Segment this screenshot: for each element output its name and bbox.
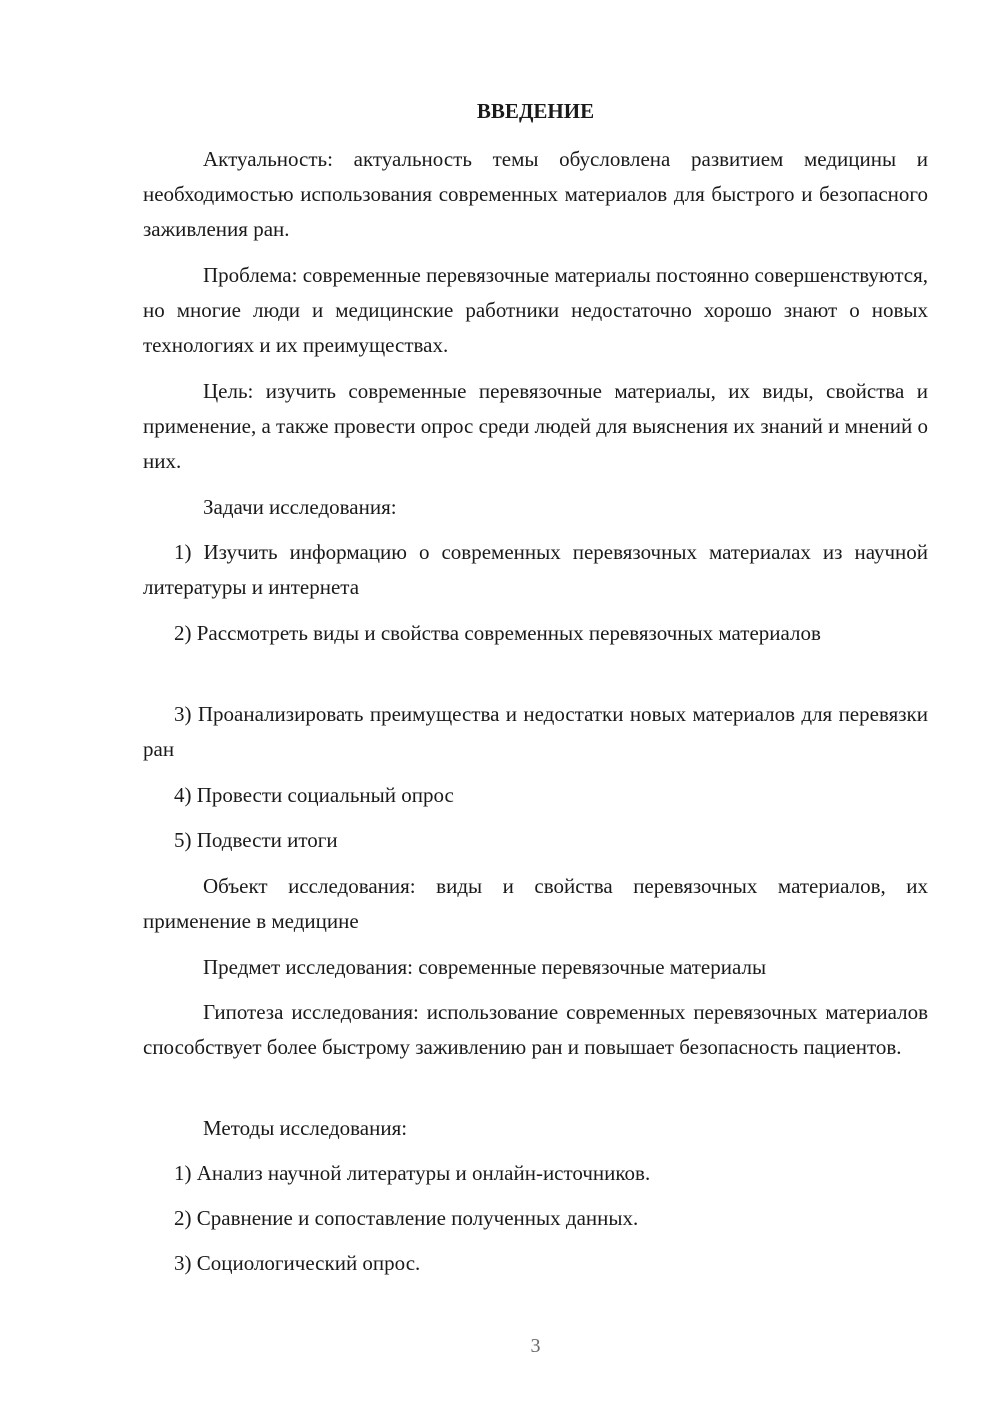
problem-paragraph: Проблема: современные перевязочные материалы постоянно совершенствуются, но многие люди и медицинские работники недостаточно хорошо знают о новых технологиях и их преимуществах. — [143, 263, 928, 357]
task-item-2: 2) Рассмотреть виды и свойства современных перевязочных материалов — [174, 621, 821, 645]
document-page — [143, 0, 928, 1414]
tasks-label: Задачи исследования: — [203, 495, 397, 519]
task-item-3: 3) Проанализировать преимущества и недостатки новых материалов для перевязки ран — [143, 702, 928, 761]
methods-label: Методы исследования: — [203, 1116, 408, 1140]
relevance-paragraph: Актуальность: актуальность темы обусловлена развитием медицины и необходимостью использования современных материалов для быстрого и безопасного заживления ран. — [143, 147, 928, 241]
object-paragraph: Объект исследования: виды и свойства перевязочных материалов, их применение в медицине — [143, 874, 928, 933]
goal-paragraph: Цель: изучить современные перевязочные материалы, их виды, свойства и применение, а также провести опрос среди людей для выяснения их знаний и мнений о них. — [143, 379, 928, 473]
page-number: 3 — [530, 1335, 541, 1357]
task-item-4: 4) Провести социальный опрос — [174, 783, 454, 807]
method-item-1: 1) Анализ научной литературы и онлайн-источников. — [174, 1161, 651, 1185]
subject-paragraph: Предмет исследования: современные перевязочные материалы — [203, 955, 767, 979]
method-item-3: 3) Социологический опрос. — [174, 1251, 421, 1275]
task-item-5: 5) Подвести итоги — [174, 828, 338, 852]
hypothesis-paragraph: Гипотеза исследования: использование современных перевязочных материалов способствует более быстрому заживлению ран и повышает безопасность пациентов. — [143, 1000, 928, 1059]
task-item-1: 1) Изучить информацию о современных перевязочных материалах из научной литературы и интернета — [143, 540, 928, 599]
page-title: ВВЕДЕНИЕ — [476, 99, 595, 123]
method-item-2: 2) Сравнение и сопоставление полученных данных. — [174, 1206, 639, 1230]
